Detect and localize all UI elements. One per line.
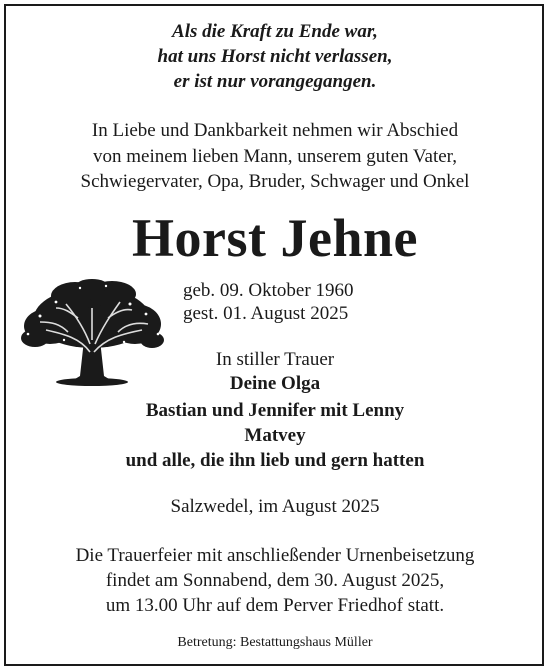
deceased-name: Horst Jehne bbox=[132, 208, 418, 268]
intro-line-1: In Liebe und Dankbarkeit nehmen wir Abschied bbox=[91, 120, 459, 141]
motto-line-2: hat uns Horst nicht verlassen, bbox=[157, 46, 393, 67]
place-date: Salzwedel, im August 2025 bbox=[170, 496, 380, 517]
motto-line-3: er ist nur vorangegangen. bbox=[173, 71, 377, 92]
birth-date: geb. 09. Oktober 1960 bbox=[183, 280, 354, 301]
ceremony-line-2: findet am Sonnabend, dem 30. August 2025, bbox=[105, 570, 445, 591]
motto-line-1: Als die Kraft zu Ende war, bbox=[172, 21, 378, 42]
ceremony-line-1: Die Trauerfeier mit anschließender Urnenbeisetzung bbox=[75, 545, 475, 566]
mourner-line-1: Deine Olga bbox=[229, 373, 321, 394]
death-date: gest. 01. August 2025 bbox=[183, 303, 349, 324]
footer-funeral-home: Betretung: Bestattungshaus Müller bbox=[177, 635, 373, 650]
intro-line-2: von meinem lieben Mann, unserem guten Vater, bbox=[92, 146, 457, 167]
intro-line-3: Schwiegervater, Opa, Bruder, Schwager und Onkel bbox=[80, 171, 470, 192]
mourner-line-3: Matvey bbox=[244, 425, 306, 446]
mourner-line-4: und alle, die ihn lieb und gern hatten bbox=[125, 450, 425, 471]
mourners-heading: In stiller Trauer bbox=[215, 349, 335, 370]
mourner-line-2: Bastian und Jennifer mit Lenny bbox=[145, 400, 405, 421]
ceremony-line-3: um 13.00 Uhr auf dem Perver Friedhof statt. bbox=[105, 595, 445, 616]
